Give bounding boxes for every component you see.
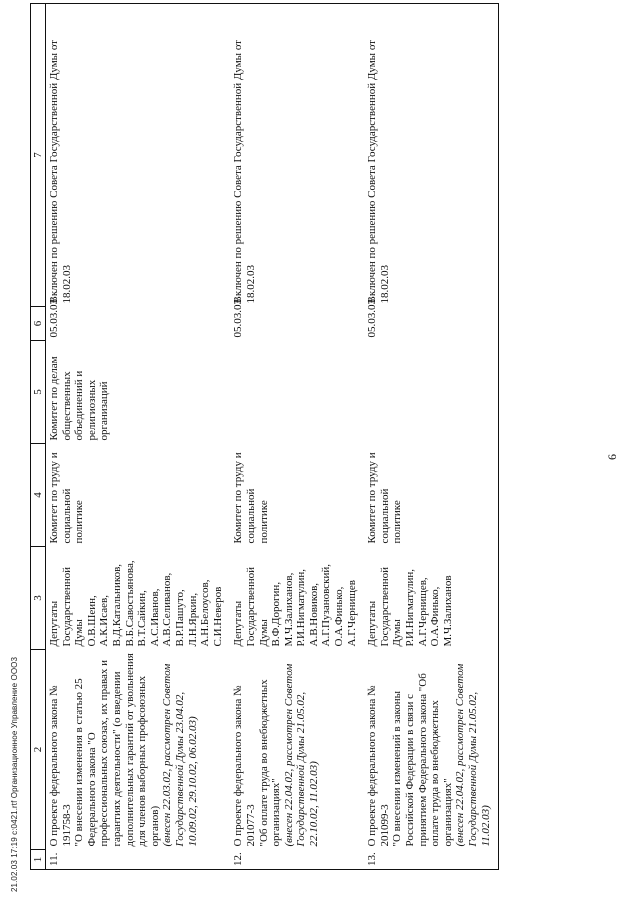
column-header: 7	[31, 4, 46, 307]
bill-authors	[230, 547, 364, 650]
author-name: А.С.Иванов,	[148, 588, 161, 647]
author-name: А.В.Новиков,	[307, 582, 320, 647]
table-row	[364, 4, 498, 870]
row-number: 12.	[230, 850, 364, 870]
author-name: М.Ч.Залиханов,	[282, 572, 295, 647]
author-name: Государственной	[60, 566, 73, 647]
author-name: В.Ф.Дорогин,	[270, 581, 283, 647]
bill-note: (внесен 22.03.02, рассмотрен Советом Государственной Думы 23.04.02, 10.09.02, 29.10.02, 06.02.03)	[161, 663, 199, 847]
table-row	[230, 4, 364, 870]
column-number-row	[31, 4, 46, 870]
responsible-committee: Комитет по труду и социальной политике	[364, 444, 498, 547]
author-name: А.Г.Пузановский,	[320, 564, 333, 647]
bill-description	[46, 650, 231, 850]
author-name: Думы	[257, 619, 270, 647]
bill-description	[364, 650, 498, 850]
author-name: В.Т.Сайкин,	[136, 590, 149, 647]
inclusion-status: Включен по решению Совета Государственной Думы от 18.02.03	[230, 4, 364, 307]
inclusion-status: Включен по решению Совета Государственной Думы от 18.02.03	[46, 4, 231, 307]
co-executor-committee: Комитет по делам общественных объединений и религиозных организаций	[48, 356, 111, 441]
author-name: В.Р.Пашуто,	[173, 589, 186, 647]
column-header: 2	[31, 650, 46, 850]
author-name: Р.И.Нигматулин,	[404, 568, 417, 647]
author-name: Депутаты	[48, 600, 60, 647]
inclusion-status: Включен по решению Совета Государственной Думы от 18.02.03	[364, 4, 498, 307]
author-name: Государственной	[378, 566, 391, 647]
author-name: В.Д.Катальников,	[110, 563, 123, 647]
author-name: Государственной	[244, 566, 257, 647]
bill-title: О проекте федерального закона № 191758-3	[48, 685, 73, 847]
bill-authors	[46, 547, 231, 650]
author-name: А.К.Исаев,	[98, 595, 111, 647]
page-number: 6	[605, 454, 619, 460]
bill-note: (внесен 22.04.02, рассмотрен Советом Государственной Думы 21.05.02, 22.10.02, 11.02.03)	[282, 663, 320, 847]
column-header: 4	[31, 444, 46, 547]
co-executor-committee	[230, 341, 364, 444]
bill-note: (внесен 22.04.02, рассмотрен Советом Государственной Думы 21.05.02, 11.02.03)	[454, 663, 492, 847]
bill-authors	[364, 547, 498, 650]
deadline-date: 05.03.03	[364, 307, 498, 341]
column-header: 3	[31, 547, 46, 650]
table-row	[46, 4, 231, 870]
row-number: 13.	[364, 850, 498, 870]
bill-body: "О внесении изменения в статью 25 Федерального закона "О профессиональных союзах, их правах и гарантиях деятельности" (о введении дополнительных гарантий от увольнения для членов выборных профсоюзных органов)	[73, 653, 161, 847]
bill-description	[230, 650, 364, 850]
column-header: 6	[31, 307, 46, 341]
author-name: Депутаты	[232, 600, 245, 647]
author-name: М.Ч.Залиханов	[441, 575, 454, 647]
author-name: О.А.Финько,	[333, 586, 346, 647]
author-name: В.Б.Савостьянова,	[123, 560, 136, 647]
column-header: 5	[31, 341, 46, 444]
co-executor-committee	[364, 341, 498, 444]
author-name: О.В.Шеин,	[85, 595, 98, 647]
bill-title: О проекте федерального закона № 201077-3	[232, 685, 257, 847]
deadline-date: 05.03.03	[48, 299, 60, 338]
responsible-committee: Комитет по труду и социальной политике	[48, 452, 86, 544]
author-name: Л.Н.Яркин,	[186, 592, 199, 647]
author-name: А.Г.Чернищев,	[416, 577, 429, 647]
author-name: А.Н.Белоусов,	[199, 579, 212, 647]
author-name: Р.И.Нигматулин,	[295, 568, 308, 647]
footer-stamp: 21.02.03 17:19 c:0421.rtf Организационное Управление ООО3	[10, 656, 19, 892]
author-name: О.А.Финько,	[429, 586, 442, 647]
author-name: Думы	[391, 619, 404, 647]
bill-body: "Об оплате труда во внебюджетных организациях"	[257, 679, 283, 847]
bill-body: "О внесении изменений в законы Российской Федерации в связи с принятием Федерального закона "Об оплате труда во внебюджетных организациях"	[391, 673, 454, 847]
author-name: С.И.Неверов	[211, 586, 224, 647]
author-name: А.Г.Чернищев	[345, 580, 358, 647]
author-name: Депутаты	[366, 600, 379, 647]
bill-title: О проекте федерального закона № 201099-3	[366, 685, 391, 847]
author-name: А.В.Селиванов,	[161, 572, 174, 647]
column-header: 1	[31, 850, 46, 870]
bills-table	[30, 3, 499, 870]
row-number: 11.	[46, 850, 231, 870]
deadline-date: 05.03.03	[232, 299, 245, 338]
responsible-committee: Комитет по труду и социальной политике	[232, 452, 270, 544]
author-name: Думы	[73, 619, 86, 647]
